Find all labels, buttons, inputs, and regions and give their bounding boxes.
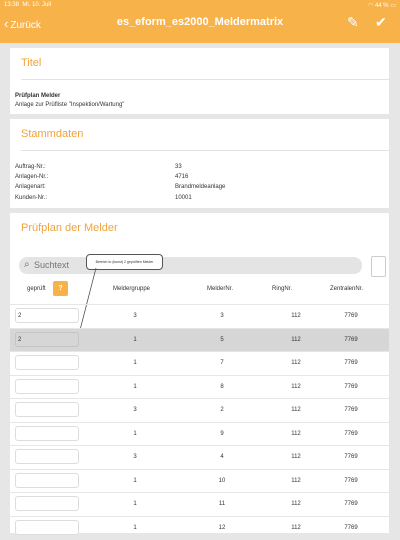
geprueft-input[interactable] (15, 496, 79, 511)
zentralennr-cell: 7769 (344, 454, 358, 460)
geprueft-input[interactable] (15, 379, 79, 394)
meldergruppe-cell: 3 (133, 454, 137, 460)
meldernr-cell: 3 (220, 313, 224, 319)
anlagenart-value: Brandmeldeanlage (175, 184, 226, 190)
meldernr-cell: 12 (218, 524, 226, 531)
geprueft-input[interactable] (15, 449, 79, 464)
titel-name: Prüfplan Melder (15, 93, 61, 99)
titel-card (10, 48, 389, 114)
wifi-icon: ◠ (368, 3, 374, 9)
meldergruppe-cell: 1 (133, 501, 137, 507)
table-row[interactable] (10, 422, 389, 446)
meldernr-cell: 7 (220, 360, 224, 366)
status-bar (4, 2, 396, 12)
tooltip: Bereich to (kunst) 2 geprüften Melder (86, 254, 163, 270)
zentralennr-cell: 7769 (344, 407, 358, 413)
table-row[interactable] (10, 492, 389, 516)
ringnr-cell: 112 (291, 524, 301, 531)
top-bar (0, 0, 400, 43)
ringnr-cell: 112 (291, 360, 301, 366)
stammdaten-heading: Stammdaten (21, 128, 84, 140)
meldergruppe-cell: 1 (133, 524, 137, 531)
filter-button[interactable] (371, 256, 386, 277)
kunden-label: Kunden-Nr.: (15, 195, 48, 201)
ringnr-cell: 112 (291, 454, 301, 460)
auftrag-value: 33 (175, 164, 182, 170)
zentralennr-cell: 7769 (344, 501, 358, 507)
geprueft-input[interactable] (15, 426, 79, 441)
titel-heading: Titel (21, 57, 42, 69)
zentralennr-cell: 7769 (344, 477, 358, 484)
meldernr-cell: 4 (220, 454, 224, 460)
page-title: es_eform_es2000_Meldermatrix (116, 16, 284, 28)
divider (21, 79, 389, 80)
meldergruppe-cell: 3 (133, 313, 137, 319)
battery-icon: ▭ (390, 3, 396, 9)
meldernr-cell: 11 (218, 501, 226, 507)
pruefplan-heading: Prüfplan der Melder (21, 222, 118, 234)
ringnr-cell: 112 (291, 430, 301, 437)
divider (21, 150, 389, 151)
table-row[interactable] (10, 516, 389, 540)
anlagen-value: 4716 (175, 174, 189, 180)
table-row[interactable] (10, 351, 389, 375)
column-header-ringnr: RingNr. (272, 286, 293, 292)
checkmark-icon[interactable]: ✔ (375, 14, 387, 30)
geprueft-input[interactable]: 2 (15, 332, 79, 347)
meldergruppe-cell: 1 (133, 336, 137, 343)
meldernr-cell: 10 (218, 477, 226, 484)
geprueft-input[interactable] (15, 473, 79, 488)
meldergruppe-cell: 1 (133, 383, 137, 390)
chevron-left-icon: ‹ (4, 16, 9, 31)
column-header-geprueft: geprüft (27, 286, 46, 292)
column-header-zentralennr: ZentralenNr. (330, 286, 364, 292)
zentralennr-cell: 7769 (344, 313, 358, 319)
ringnr-cell: 112 (291, 313, 301, 319)
table-row[interactable] (10, 445, 389, 469)
table-row[interactable] (10, 469, 389, 493)
status-time: 13:38 Mi. 10. Juli (4, 2, 52, 8)
ringnr-cell: 112 (291, 336, 301, 343)
ringnr-cell: 112 (291, 501, 301, 507)
anlagenart-label: Anlagenart: (15, 184, 46, 190)
stammdaten-card (10, 119, 389, 208)
search-input[interactable] (34, 259, 354, 271)
help-button[interactable]: ? (53, 281, 68, 296)
search-bar[interactable] (19, 257, 362, 274)
column-header-meldernr: MelderNr. (207, 286, 234, 292)
table-row[interactable] (10, 375, 389, 399)
meldergruppe-cell: 1 (133, 430, 137, 437)
ringnr-cell: 112 (291, 407, 301, 413)
ringnr-cell: 112 (291, 383, 301, 390)
anlagen-label: Anlagen-Nr.: (15, 174, 49, 180)
geprueft-input[interactable]: 2 (15, 308, 79, 323)
geprueft-input[interactable] (15, 402, 79, 417)
geprueft-input[interactable] (15, 355, 79, 370)
titel-description: Anlage zur Prüfliste "Inspektion/Wartung" (15, 102, 125, 108)
meldernr-cell: 8 (220, 383, 224, 390)
back-button[interactable]: ‹ Zurück (4, 16, 41, 31)
table-row[interactable] (10, 328, 389, 352)
status-right: ◠ 44 % ▭ (368, 3, 396, 9)
kunden-value: 10001 (175, 195, 192, 201)
meldernr-cell: 2 (220, 407, 224, 413)
geprueft-input[interactable] (15, 520, 79, 535)
meldernr-cell: 9 (220, 430, 224, 437)
meldergruppe-cell: 1 (133, 360, 137, 366)
search-icon: ⌕ (24, 259, 30, 270)
meldernr-cell: 5 (220, 336, 224, 343)
table-row[interactable] (10, 398, 389, 422)
zentralennr-cell: 7769 (344, 360, 358, 366)
pencil-icon[interactable]: ✎ (347, 14, 359, 30)
zentralennr-cell: 7769 (344, 430, 358, 437)
zentralennr-cell: 7769 (344, 336, 358, 343)
zentralennr-cell: 7769 (344, 383, 358, 390)
table-row[interactable] (10, 304, 389, 328)
column-header-meldergruppe: Meldergruppe (113, 286, 151, 292)
zentralennr-cell: 7769 (344, 524, 358, 531)
meldergruppe-cell: 3 (133, 407, 137, 413)
meldergruppe-cell: 1 (133, 477, 137, 484)
ringnr-cell: 112 (291, 477, 301, 484)
auftrag-label: Auftrag-Nr.: (15, 164, 46, 170)
